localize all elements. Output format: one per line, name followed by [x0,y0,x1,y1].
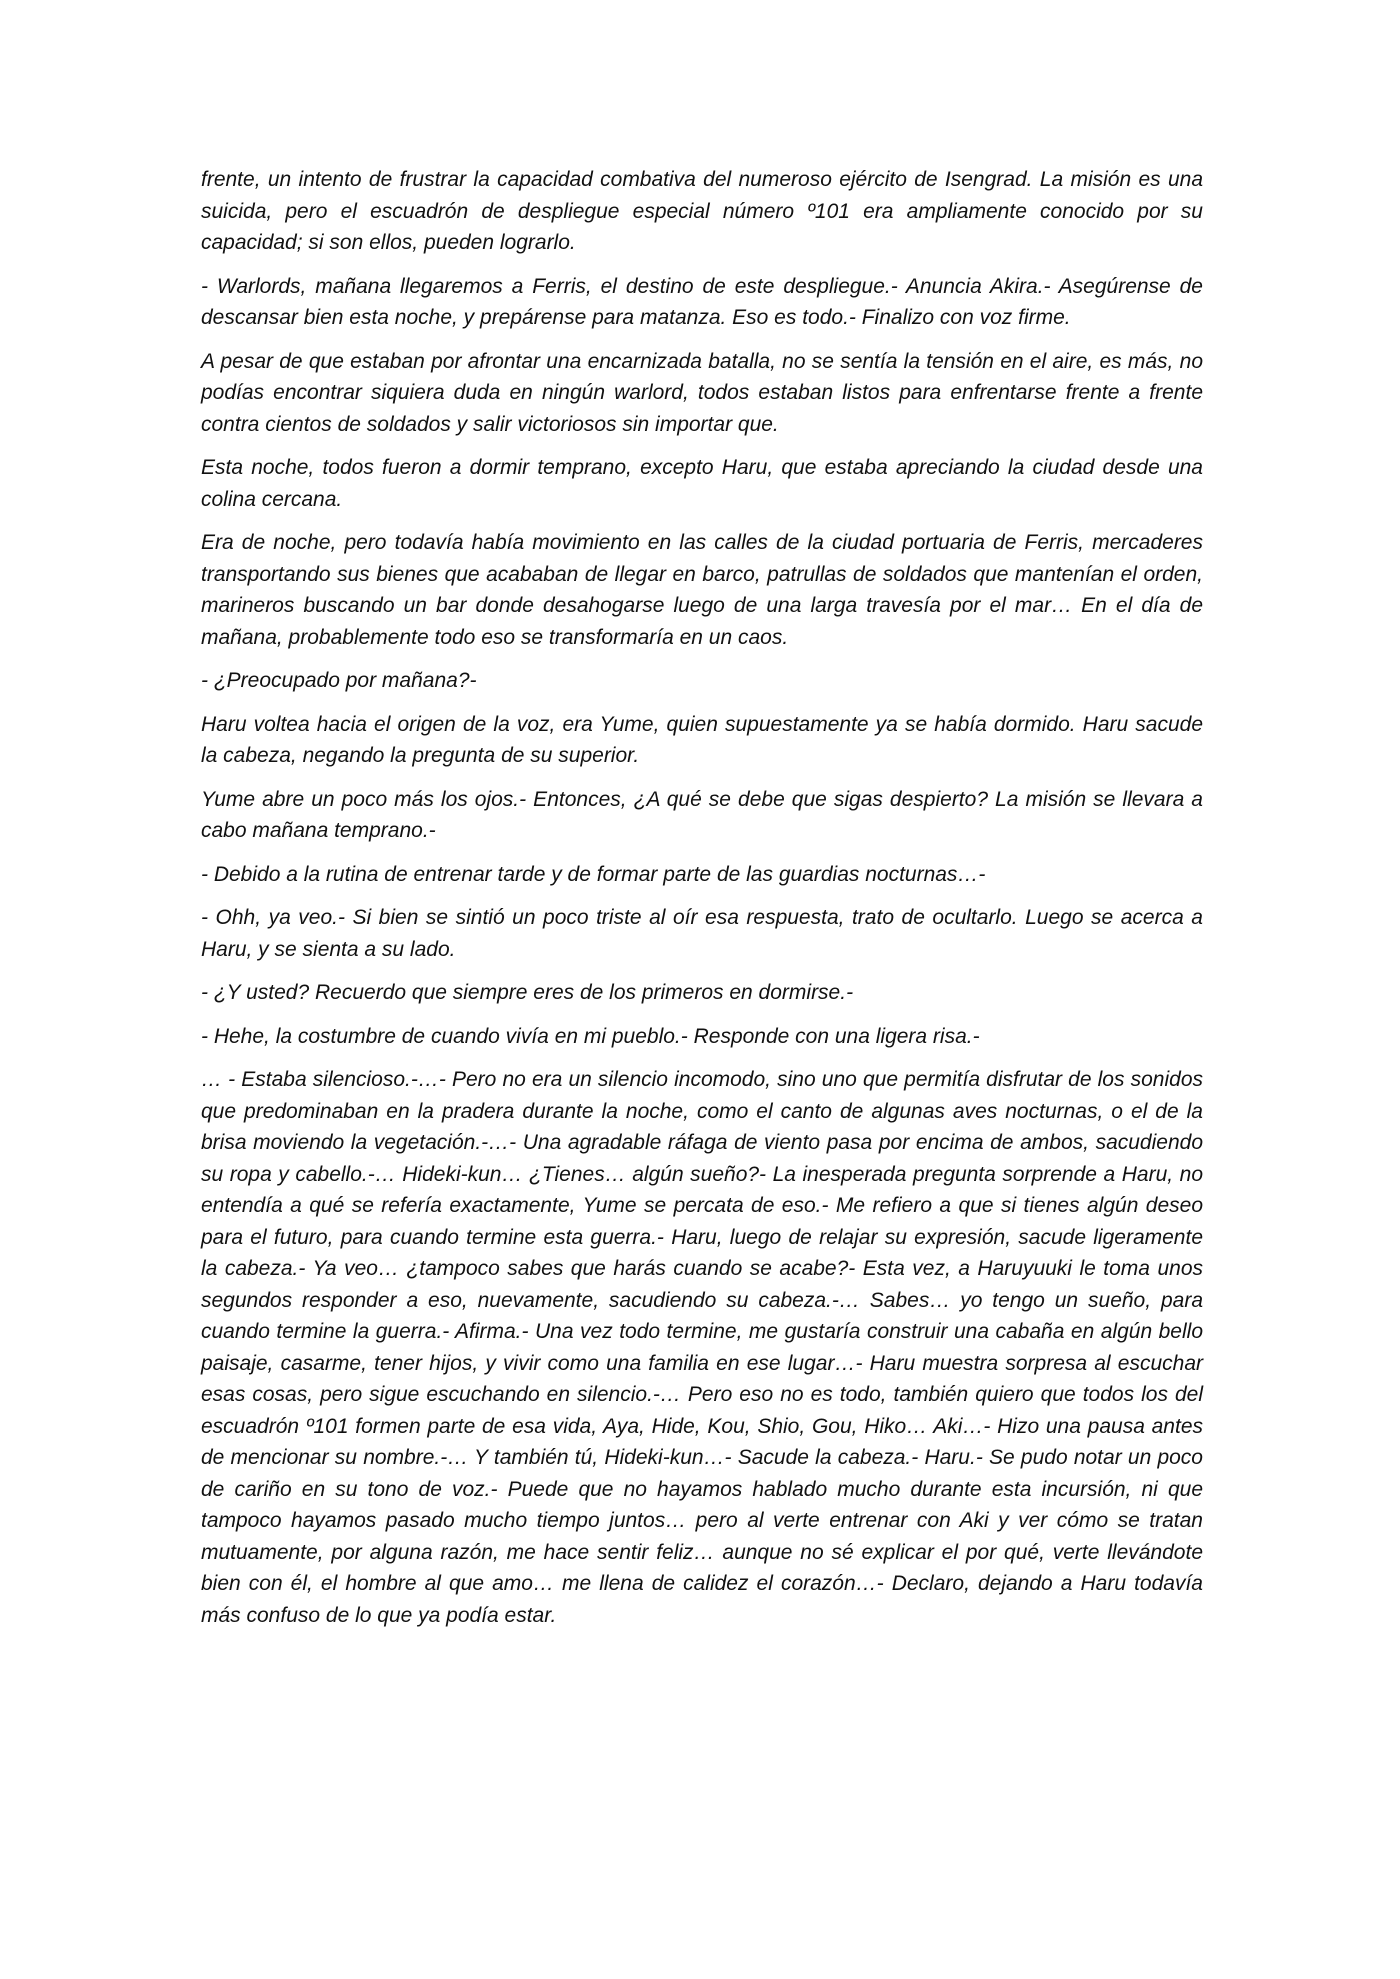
paragraph: A pesar de que estaban por afrontar una encarnizada batalla, no se sentía la tensión en el aire, es más, no podías encontrar siquiera duda en ningún warlord, todos estaban listos para enfrentarse frente a frente contra cientos de soldados y salir victoriosos sin importar que. [201,349,1203,436]
paragraph: Yume abre un poco más los ojos.- Entonces, ¿A qué se debe que sigas despierto? La misión se llevara a cabo mañana temprano.- [201,787,1203,842]
paragraph: frente, un intento de frustrar la capacidad combativa del numeroso ejército de Isengrad. La misión es una suicida, pero el escuadrón de despliegue especial número º101 era ampliamente conocido por su capacidad; si son ellos, pueden lograrlo. [201,168,1203,254]
paragraph: Haru voltea hacia el origen de la voz, era Yume, quien supuestamente ya se había dormido. Haru sacude la cabeza, negando la pregunta de su superior. [201,712,1203,767]
paragraph: - Debido a la rutina de entrenar tarde y de formar parte de las guardias nocturnas…- [201,862,986,886]
paragraph: - Ohh, ya veo.- Si bien se sintió un poco triste al oír esa respuesta, trato de ocultarlo. Luego se acerca a Haru, y se sienta a su lado. [201,906,1203,961]
paragraph: … - Estaba silencioso.-…- Pero no era un silencio incomodo, sino uno que permitía disfrutar de los sonidos que predominaban en la pradera durante la noche, como el canto de algunas aves nocturnas, o el de la brisa moviendo la vegetación.-…- Una agradable ráfaga de viento pasa por encima de ambos, sacudiendo su ropa y cabello.-… Hideki-kun… ¿Tienes… algún sueño?- La inesperada pregunta sorprende a Haru, no entendía a qué se refería exactamente, Yume se percata de eso.- Me refiero a que si tienes algún deseo para el futuro, para cuando termine esta guerra.- Haru, luego de relajar su expresión, sacude ligeramente la cabeza.- Ya veo… ¿tampoco sabes que harás cuando se acabe?- Esta vez, a Haruyuuki le toma unos segundos responder a eso, nuevamente, sacudiendo su cabeza.-… Sabes… yo tengo un sueño, para cuando termine la guerra.- Afirma.- Una vez todo termine, me gustaría construir una cabaña en algún bello paisaje, casarme, tener hijos, y vivir como una familia en ese lugar…- Haru muestra sorpresa al escuchar esas cosas, pero sigue escuchando en silencio.-… Pero eso no es todo, también quiero que todos los del escuadrón º101 formen parte de esa vida, Aya, Hide, Kou, Shio, Gou, Hiko… Aki…- Hizo una pausa antes de mencionar su nombre.-… Y también tú, Hideki-kun…- Sacude la cabeza.- Haru.- Se pudo notar un poco de cariño en su tono de voz.- Puede que no hayamos hablado mucho durante esta incursión, ni que tampoco hayamos pasado mucho tiempo juntos… pero al verte entrenar con Aki y ver cómo se tratan mutuamente, por alguna razón, me hace sentir feliz… aunque no sé explicar el por qué, verte llevándote bien con él, el hombre al que amo… me llena de calidez el corazón…- Declaro, dejando a Haru todavía más confuso de lo que ya podía estar. [201,1068,1203,1627]
document-page [201,164,1203,1643]
paragraph: - ¿Preocupado por mañana?- [201,669,477,692]
paragraph: - Warlords, mañana llegaremos a Ferris, el destino de este despliegue.- Anuncia Akira.- Asegúrense de descansar bien esta noche, y prepárense para matanza. Eso es todo.- Finalizo con voz firme. [201,274,1203,329]
paragraph: Esta noche, todos fueron a dormir temprano, excepto Haru, que estaba apreciando la ciudad desde una colina cercana. [201,456,1203,511]
paragraph: - ¿Y usted? Recuerdo que siempre eres de los primeros en dormirse.- [201,981,854,1004]
paragraph: Era de noche, pero todavía había movimiento en las calles de la ciudad portuaria de Ferris, mercaderes transportando sus bienes que acababan de llegar en barco, patrullas de soldados que mantenían el orden, marineros buscando un bar donde desahogarse luego de una larga travesía por el mar… En el día de mañana, probablemente todo eso se transformaría en un caos. [201,531,1203,649]
paragraph: - Hehe, la costumbre de cuando vivía en mi pueblo.- Responde con una ligera risa.- [201,1024,980,1048]
